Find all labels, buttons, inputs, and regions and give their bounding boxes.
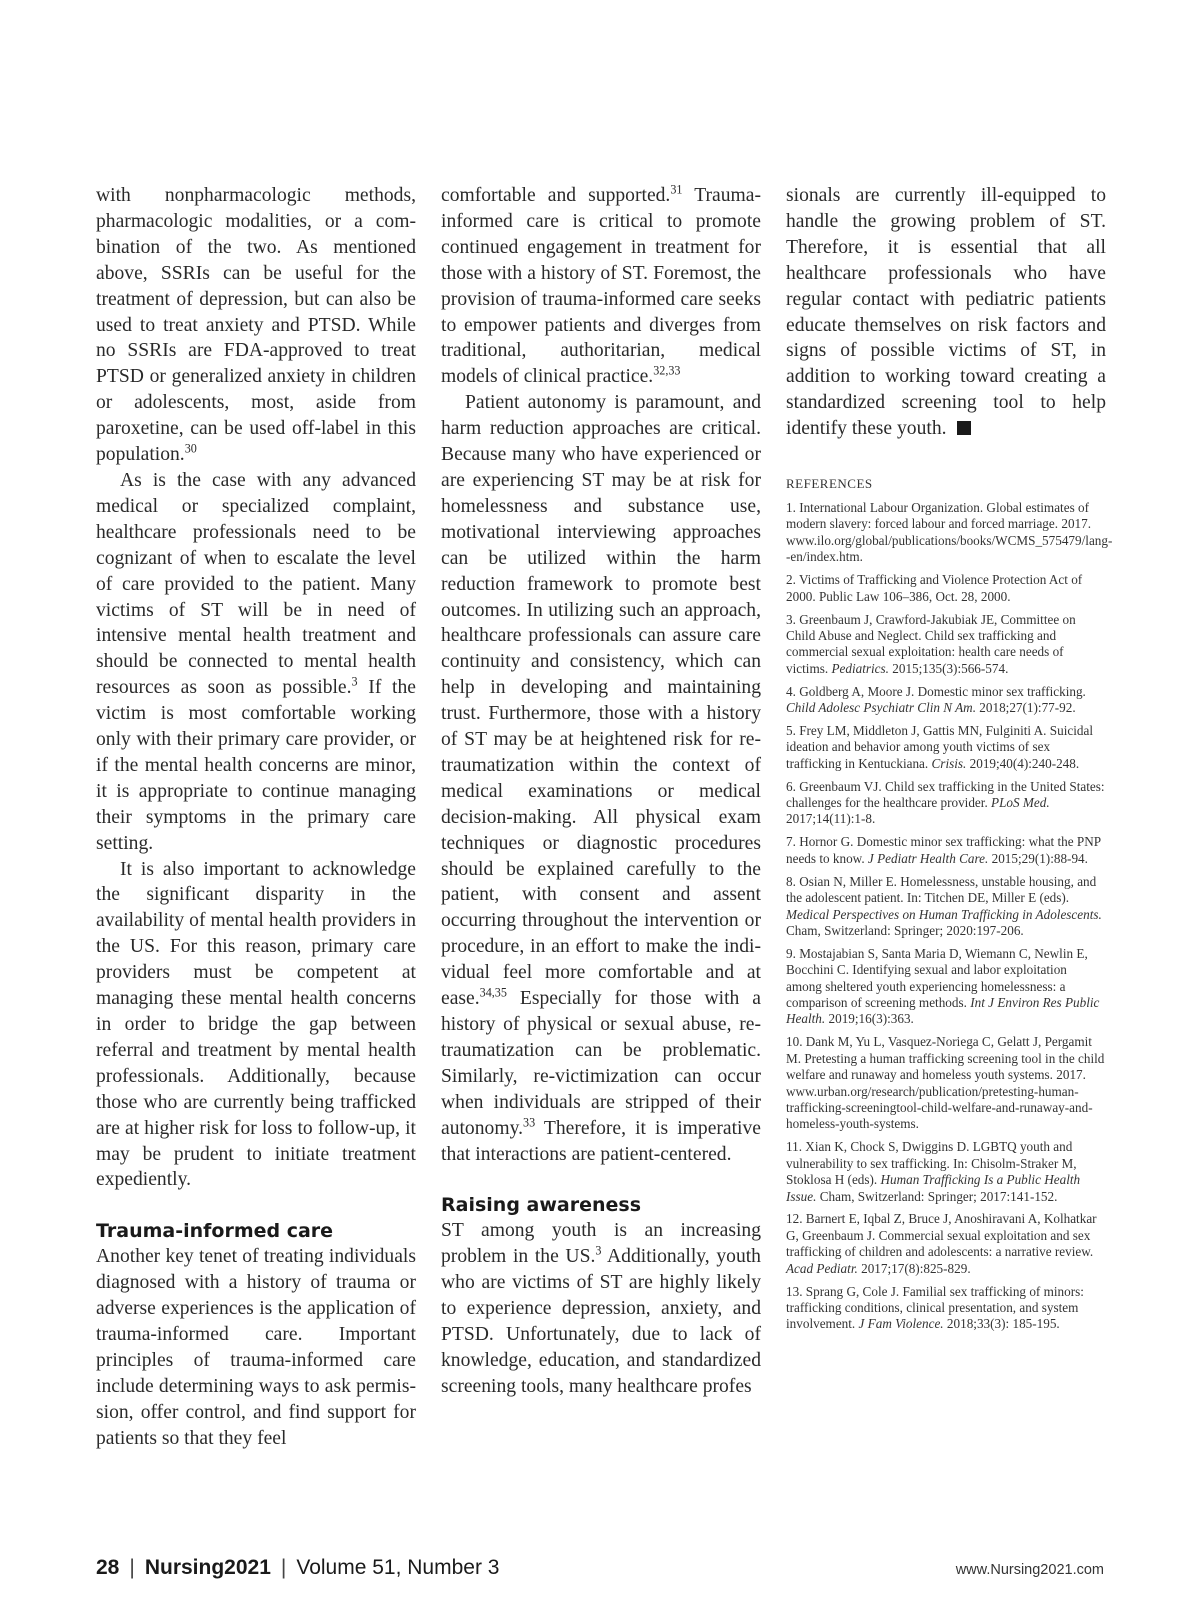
column-2	[441, 183, 761, 1400]
col1-paragraph-1: with nonpharmacologic methods, pharmacologic modalities, or a combination of the two. As mentioned above, SSRIs can be useful for the treatment of depression, but can also be used to treat anxiety and PTSD. While no SSRIs are FDA-approved to treat PTSD or generalized anxiety in children or adolescents, most, aside from paroxetine, can be used off-label in this population.$^{30}$	[96, 185, 416, 466]
reference-item: 4. Goldberg A, Moore J. Domestic minor sex trafficking. Child Adolesc Psychiatr Clin N Am. 2018;27(1):77-92.	[786, 683, 1086, 716]
references-list	[786, 500, 1113, 1333]
citation: 3	[595, 1243, 602, 1258]
reference-item: 11. Xian K, Chock S, Dwiggins D. LGBTQ youth and vulnerability to sex trafficking. In: Chisolm-Straker M, Stoklosa H (eds). Human Trafficking Is a Public Health Issue. Cham, Switzerland: Springer; 2017:141-152.	[786, 1139, 1081, 1204]
magazine-title: Nursing2021	[144, 1556, 271, 1579]
citation: 30	[184, 441, 197, 456]
reference-item: 3. Greenbaum J, Crawford-Jakubiak JE, Committee on Child Abuse and Neglect. Child sex trafficking and commercial sexual exploitation: health care needs of victims. Pediatrics. 2015;135(3):566-574.	[786, 611, 1076, 676]
reference-item: 13. Sprang G, Cole J. Familial sex trafficking of minors: trafficking conditions, clinical presentation, and system involvement. J Fam Violence. 2018;33(3): 185-195.	[786, 1283, 1084, 1332]
section-heading-trauma-informed-care: Trauma-informed care	[96, 1220, 334, 1243]
citation: 33	[523, 1115, 536, 1130]
citation: 3	[351, 674, 358, 689]
page-number: 28	[96, 1556, 120, 1579]
footer-url[interactable]: www.Nursing2021.com	[955, 1562, 1104, 1578]
col2-paragraph-1: comfortable and supported.$^{31}$ Trauma-informed care is critical to promote continued engagement in treatment for those with a history of ST. Foremost, the provision of trauma-informed care seeks to empower patients and diverges from traditional, authoritarian, medical models of clinical practice.$^{32,33}$	[441, 182, 761, 388]
reference-item: 9. Mostajabian S, Santa Maria D, Wiemann C, Newlin E, Bocchini C. Identifying sexual and labor exploitation among sheltered youth experiencing homelessness: a comparison of screening methods. Int J Environ Res Public Health. 2019;16(3):363.	[786, 945, 1100, 1027]
citation: 34,35	[479, 985, 507, 1000]
citation: 32,33	[653, 363, 681, 378]
end-of-article-mark	[957, 421, 971, 435]
reference-item: 10. Dank M, Yu L, Vasquez-Noriega C, Gelatt J, Pergamit M. Pretesting a human trafficking screening tool in the child welfare and runaway and homeless youth systems. 2017. www.urban.org/research/publication/pretesting-human-trafficking-screeningtool-child-welfare-and-runaway-and-homeless-youth-systems.	[786, 1034, 1105, 1132]
reference-item: 2. Victims of Trafficking and Violence Protection Act of 2000. Public Law 106–386, Oct. 28, 2000.	[786, 572, 1083, 604]
reference-item: 6. Greenbaum VJ. Child sex trafficking in the United States: challenges for the healthcare provider. PLoS Med. 2017;14(11):1-8.	[786, 778, 1105, 827]
reference-item: 5. Frey LM, Middleton J, Gattis MN, Fulginiti A. Suicidal ideation and behavior among youth victims of sex trafficking in Kentuckiana. Crisis. 2019;40(4):240-248.	[786, 722, 1093, 771]
column-3	[786, 183, 1113, 1339]
reference-item: 7. Hornor G. Domestic minor sex trafficking: what the PNP needs to know. J Pediatr Health Care. 2015;29(1):88-94.	[786, 834, 1101, 866]
reference-item: 8. Osian N, Miller E. Homelessness, unstable housing, and the adolescent patient. In: Titchen DE, Miller E (eds). Medical Perspectives on Human Trafficking in Adolescents. Cham, Switzerland: Springer; 2020:197-206.	[786, 873, 1102, 938]
col2-paragraph-3: ST among youth is an increasing problem in the US.$^3$ Additionally, youth who are victims of ST are highly likely to experience depression, anxiety, and PTSD. Unfortunately, due to lack of knowledge, education, and standardized screening tools, many healthcare profes	[441, 1220, 761, 1397]
col1-paragraph-3: It is also important to acknowledge the significant disparity in the availability of mental health providers in the US. For this reason, primary care providers must be competent at managing these mental health concerns in order to bridge the gap between referral and treatment by mental health professionals. Additionally, because those who are currently being trafficked are at higher risk for loss to follow-up, it may be prudent to initiate treatment expediently.	[96, 858, 416, 1191]
reference-item: 1. International Labour Organization. Global estimates of modern slavery: forced labour and forced marriage. 2017. www.ilo.org/global/publications/books/WCMS_575479/lang--en/index.htm.	[786, 500, 1113, 565]
issue-info: Volume 51, Number 3	[296, 1556, 500, 1579]
column-1	[96, 183, 416, 1452]
col1-paragraph-4: Another key tenet of treating individuals diagnosed with a history of trauma or adverse experiences is the application of trauma-informed care. Important principles of trauma-informed care include determining ways to ask permission, offer control, and find support for patients so that they feel	[96, 1246, 416, 1449]
reference-item: 12. Barnert E, Iqbal Z, Bruce J, Anoshiravani A, Kolhatkar G, Greenbaum J. Commercial sexual exploitation and sex trafficking of children and adolescents: a narrative review. Acad Pediatr. 2017;17(8):825-829.	[786, 1211, 1097, 1276]
references-heading: REFERENCES	[786, 476, 873, 492]
footer-left: 28 | Nursing2021 | Volume 51, Number 3	[96, 1556, 500, 1579]
col3-paragraph-1: sionals are currently ill-equipped to handle the growing problem of ST. Therefore, it is essential that all healthcare professionals who have regular contact with pediatric patients educate themselves on risk factors and signs of possible victims of ST, in addition to working toward creating a standardized screening tool to help identify these youth.	[786, 185, 1106, 440]
col2-paragraph-2: Patient autonomy is paramount, and harm reduction approaches are critical. Because many who have experienced or are experiencing ST may be at risk for homelessness and substance use, motivational interviewing approaches can be utilized within the harm reduction framework to promote best outcomes. In utilizing such an approach, healthcare professionals can assure care continuity and consistency, which can help in developing and maintaining trust. Furthermore, those with a history of ST may be at heightened risk for re-traumatization within the context of medical examinations or medical decision-making. All physical exam techniques or diagnostic procedures should be explained carefully to the patient, with consent and assent occurring throughout the intervention or procedure, in an effort to make the individual feel more comfortable and at ease.$^{34,35}$ Especially for those with a history of physical or sexual abuse, re-traumatization can be problematic. Similarly, re-victimization can occur when individuals are stripped of their autonomy.$^{33}$ Therefore, it is imperative that interactions are patient-centered.	[441, 392, 761, 1165]
citation: 31	[670, 182, 683, 197]
section-heading-raising-awareness: Raising awareness	[441, 1194, 642, 1217]
col1-paragraph-2: As is the case with any advanced medical or specialized complaint, healthcare professionals need to be cognizant of when to escalate the level of care provided to the patient. Many victims of ST will be in need of intensive mental health treatment and should be connected to mental health resources as soon as possible.$^3$ If the victim is most comfortable working only with their primary care provider, or if the mental health concerns are minor, it is appropriate to continue managing their symptoms in the primary care setting.	[96, 469, 416, 854]
